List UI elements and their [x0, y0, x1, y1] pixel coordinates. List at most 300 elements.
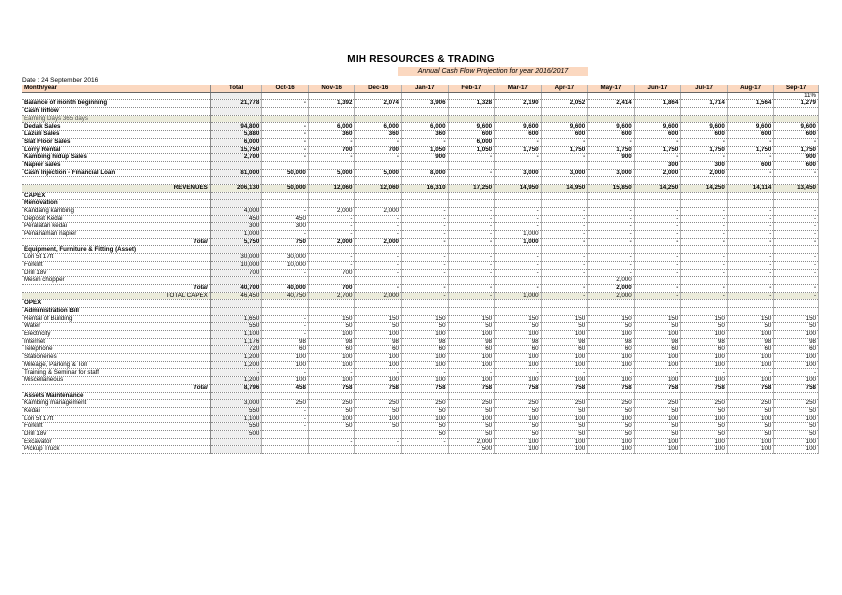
table-cell — [634, 177, 681, 185]
table-cell — [634, 277, 681, 285]
table-cell: - — [401, 438, 448, 446]
table-cell: - — [448, 208, 495, 216]
table-cell — [210, 277, 262, 285]
table-cell: 100 — [355, 354, 402, 362]
table-cell: 700 — [308, 146, 355, 154]
table-cell: 100 — [681, 331, 728, 339]
table-cell — [448, 115, 495, 123]
table-cell: 1,200 — [210, 354, 262, 362]
table-row — [22, 246, 819, 254]
row-label: Earning Days 365 days — [22, 115, 210, 123]
row-label: Peralatan kedai — [22, 223, 210, 231]
table-cell: 100 — [681, 354, 728, 362]
table-row — [22, 238, 819, 246]
table-cell: - — [774, 292, 819, 300]
table-cell — [727, 177, 774, 185]
table-row — [22, 361, 819, 369]
row-label: Mileage, Parking & Toll — [22, 361, 210, 369]
table-cell: 100 — [541, 361, 588, 369]
table-cell: 50 — [681, 423, 728, 431]
table-cell: 60 — [401, 346, 448, 354]
table-cell: 1,200 — [210, 361, 262, 369]
table-cell: 2,000 — [355, 238, 402, 246]
row-label: Stationeries — [22, 354, 210, 362]
table-cell: - — [588, 138, 635, 146]
table-cell: 1,714 — [681, 100, 728, 108]
table-cell: - — [588, 261, 635, 269]
table-cell: 30,000 — [210, 254, 262, 262]
table-cell: 9,600 — [448, 123, 495, 131]
table-cell: 100 — [308, 331, 355, 339]
table-cell: 60 — [448, 346, 495, 354]
table-cell: - — [448, 284, 495, 292]
table-cell — [210, 246, 262, 254]
table-cell: - — [355, 261, 402, 269]
table-cell: 100 — [727, 331, 774, 339]
table-row — [22, 177, 819, 185]
table-cell: - — [355, 254, 402, 262]
table-cell: 40,750 — [262, 292, 309, 300]
column-header: May-17 — [588, 85, 635, 92]
row-label: REVENUES — [22, 184, 210, 192]
row-label: Training & Seminar for staff — [22, 369, 210, 377]
table-cell: - — [634, 215, 681, 223]
table-cell: - — [634, 254, 681, 262]
table-cell: - — [774, 231, 819, 239]
table-cell: - — [541, 261, 588, 269]
table-cell — [727, 92, 774, 100]
table-cell: 98 — [495, 338, 542, 346]
table-row — [22, 338, 819, 346]
table-cell: - — [634, 284, 681, 292]
table-cell: - — [308, 138, 355, 146]
table-cell: - — [774, 254, 819, 262]
table-cell: 6,000 — [448, 138, 495, 146]
table-cell — [355, 108, 402, 116]
row-label: Total — [22, 284, 210, 292]
table-cell — [495, 92, 542, 100]
table-cell: 250 — [634, 400, 681, 408]
table-cell — [495, 246, 542, 254]
table-cell: 300 — [210, 223, 262, 231]
table-cell: - — [262, 323, 309, 331]
table-cell: - — [495, 369, 542, 377]
table-cell: 50 — [774, 407, 819, 415]
table-cell — [634, 192, 681, 200]
table-cell: 600 — [727, 131, 774, 139]
table-cell: 100 — [495, 331, 542, 339]
table-cell: 100 — [495, 354, 542, 362]
table-cell: 30,000 — [262, 254, 309, 262]
table-cell: - — [448, 215, 495, 223]
table-cell: 100 — [541, 377, 588, 385]
table-cell: - — [308, 254, 355, 262]
table-cell: 100 — [588, 361, 635, 369]
table-row — [22, 369, 819, 377]
table-cell: 758 — [355, 384, 402, 392]
table-cell — [355, 446, 402, 454]
table-cell: 50 — [727, 423, 774, 431]
table-cell: - — [681, 208, 728, 216]
table-cell: 600 — [681, 131, 728, 139]
table-cell: 2,414 — [588, 100, 635, 108]
row-label — [22, 92, 210, 100]
table-cell: 9,600 — [495, 123, 542, 131]
table-cell: 250 — [588, 400, 635, 408]
table-cell: - — [634, 154, 681, 162]
table-cell: 98 — [401, 338, 448, 346]
table-cell: 360 — [355, 131, 402, 139]
table-cell: - — [262, 138, 309, 146]
table-cell — [401, 300, 448, 308]
table-cell — [355, 392, 402, 400]
table-cell: 2,190 — [495, 100, 542, 108]
table-cell: 5,880 — [210, 131, 262, 139]
table-cell: 60 — [308, 346, 355, 354]
table-cell: 15,750 — [210, 146, 262, 154]
table-cell: 150 — [448, 315, 495, 323]
table-cell — [308, 307, 355, 315]
table-cell: - — [774, 215, 819, 223]
table-cell — [634, 300, 681, 308]
table-cell: 100 — [401, 354, 448, 362]
table-cell: 12,060 — [355, 184, 402, 192]
table-cell: - — [355, 154, 402, 162]
table-cell: - — [774, 284, 819, 292]
column-header: Dec-16 — [355, 85, 402, 92]
row-label: Drill 18v — [22, 430, 210, 438]
row-label: Cash Injection - Financial Loan — [22, 169, 210, 177]
table-cell: 600 — [774, 161, 819, 169]
row-label: Internet — [22, 338, 210, 346]
table-cell — [774, 246, 819, 254]
table-cell: 1,000 — [495, 292, 542, 300]
table-cell: 100 — [774, 446, 819, 454]
table-cell: 2,000 — [681, 169, 728, 177]
table-cell — [210, 115, 262, 123]
table-cell — [210, 92, 262, 100]
table-cell: 50 — [588, 323, 635, 331]
table-cell — [355, 115, 402, 123]
table-cell: 98 — [588, 338, 635, 346]
row-label: CAPEX — [22, 192, 210, 200]
table-row — [22, 146, 819, 154]
table-cell — [681, 177, 728, 185]
table-cell: - — [727, 238, 774, 246]
table-cell — [634, 392, 681, 400]
table-cell: - — [727, 208, 774, 216]
table-cell: - — [541, 269, 588, 277]
table-cell: - — [262, 369, 309, 377]
table-cell: - — [495, 269, 542, 277]
table-cell: - — [681, 254, 728, 262]
table-cell: 40,700 — [210, 284, 262, 292]
table-cell — [495, 108, 542, 116]
table-cell: - — [681, 269, 728, 277]
table-cell: - — [681, 261, 728, 269]
column-header: Nov-16 — [308, 85, 355, 92]
table-cell — [308, 108, 355, 116]
table-cell: - — [774, 269, 819, 277]
table-cell: - — [495, 254, 542, 262]
table-cell — [448, 277, 495, 285]
table-cell: - — [355, 231, 402, 239]
row-label: Lori 5t 17ft — [22, 415, 210, 423]
table-row — [22, 138, 819, 146]
row-label: Balance of month beginning — [22, 100, 210, 108]
table-cell — [681, 108, 728, 116]
table-cell — [495, 200, 542, 208]
table-cell: 100 — [634, 354, 681, 362]
table-cell: 100 — [541, 446, 588, 454]
table-cell — [401, 108, 448, 116]
table-cell: - — [448, 231, 495, 239]
table-cell — [588, 246, 635, 254]
table-row — [22, 208, 819, 216]
table-cell: - — [588, 238, 635, 246]
table-cell: 100 — [541, 354, 588, 362]
table-cell: - — [401, 223, 448, 231]
table-cell: 700 — [355, 146, 402, 154]
table-cell: 50 — [634, 430, 681, 438]
table-cell: - — [262, 415, 309, 423]
table-cell: - — [401, 238, 448, 246]
row-label: Excavator — [22, 438, 210, 446]
table-cell — [727, 246, 774, 254]
row-label: Total — [22, 384, 210, 392]
table-row — [22, 407, 819, 415]
table-cell: 150 — [541, 315, 588, 323]
table-cell: 250 — [495, 400, 542, 408]
table-cell: - — [541, 284, 588, 292]
table-cell: 2,000 — [588, 284, 635, 292]
table-cell: - — [495, 284, 542, 292]
table-cell: 550 — [210, 423, 262, 431]
table-cell — [210, 446, 262, 454]
table-cell — [448, 192, 495, 200]
table-cell — [774, 277, 819, 285]
table-cell: 250 — [448, 400, 495, 408]
table-cell — [774, 192, 819, 200]
table-cell: 720 — [210, 346, 262, 354]
table-cell: - — [727, 223, 774, 231]
table-cell: 150 — [634, 315, 681, 323]
table-cell — [401, 115, 448, 123]
table-cell: 1,176 — [210, 338, 262, 346]
table-cell: 50 — [495, 423, 542, 431]
table-cell: - — [634, 269, 681, 277]
table-cell: - — [262, 131, 309, 139]
table-cell: 1,279 — [774, 100, 819, 108]
table-row — [22, 131, 819, 139]
table-row — [22, 269, 819, 277]
table-cell — [355, 430, 402, 438]
table-cell — [262, 192, 309, 200]
table-cell: 50 — [634, 407, 681, 415]
table-cell: 3,000 — [588, 169, 635, 177]
table-cell: 100 — [588, 331, 635, 339]
table-cell: 1,750 — [681, 146, 728, 154]
column-header: Apr-17 — [541, 85, 588, 92]
row-label: Forklift — [22, 423, 210, 431]
table-cell: 9,600 — [541, 123, 588, 131]
table-cell: - — [355, 223, 402, 231]
table-cell — [308, 200, 355, 208]
row-label: Rental of Building — [22, 315, 210, 323]
table-cell: 250 — [727, 400, 774, 408]
table-cell: - — [727, 261, 774, 269]
table-cell: 100 — [727, 415, 774, 423]
table-cell: 150 — [355, 315, 402, 323]
row-label: Lori 5t 17ft — [22, 254, 210, 262]
row-label: TOTAL CAPEX — [22, 292, 210, 300]
table-row — [22, 284, 819, 292]
table-cell: 150 — [727, 315, 774, 323]
cash-flow-table — [22, 85, 819, 454]
table-cell: 100 — [448, 377, 495, 385]
table-cell: 900 — [774, 154, 819, 162]
table-row — [22, 261, 819, 269]
table-cell: - — [262, 423, 309, 431]
table-cell: 550 — [210, 323, 262, 331]
table-cell: 3,000 — [541, 169, 588, 177]
table-cell: 3,000 — [210, 400, 262, 408]
table-cell: 100 — [727, 377, 774, 385]
table-cell: 100 — [727, 446, 774, 454]
table-cell — [774, 200, 819, 208]
table-cell: - — [495, 215, 542, 223]
table-cell: 100 — [308, 354, 355, 362]
table-cell — [541, 300, 588, 308]
table-cell: 46,450 — [210, 292, 262, 300]
table-cell: - — [588, 223, 635, 231]
table-cell: 100 — [262, 377, 309, 385]
table-cell: 100 — [262, 361, 309, 369]
table-cell: 250 — [308, 400, 355, 408]
table-cell — [588, 392, 635, 400]
column-header: Feb-17 — [448, 85, 495, 92]
table-cell: 60 — [727, 346, 774, 354]
row-label: Dedak Sales — [22, 123, 210, 131]
table-cell: 758 — [448, 384, 495, 392]
column-header: Jan-17 — [401, 85, 448, 92]
table-cell: - — [727, 284, 774, 292]
table-cell: - — [448, 223, 495, 231]
table-cell: 100 — [681, 361, 728, 369]
table-cell: 600 — [448, 131, 495, 139]
table-cell: - — [262, 146, 309, 154]
table-cell: 50 — [541, 423, 588, 431]
table-row — [22, 446, 819, 454]
table-cell: 50 — [308, 423, 355, 431]
table-cell: 100 — [588, 354, 635, 362]
table-cell: 450 — [210, 215, 262, 223]
table-cell: 100 — [308, 361, 355, 369]
table-row — [22, 169, 819, 177]
table-cell: 14,250 — [634, 184, 681, 192]
table-row — [22, 346, 819, 354]
table-cell: 4,000 — [210, 208, 262, 216]
table-cell — [588, 307, 635, 315]
table-cell: 6,000 — [210, 138, 262, 146]
table-cell: 450 — [262, 215, 309, 223]
table-cell: 250 — [401, 400, 448, 408]
table-cell: 100 — [448, 415, 495, 423]
table-cell: 100 — [634, 415, 681, 423]
table-cell: 50 — [448, 323, 495, 331]
table-cell: 750 — [262, 238, 309, 246]
table-row — [22, 277, 819, 285]
table-row — [22, 400, 819, 408]
table-cell: - — [262, 208, 309, 216]
table-cell: 600 — [727, 161, 774, 169]
table-cell: - — [308, 154, 355, 162]
table-cell: 60 — [495, 346, 542, 354]
table-cell: 1,750 — [495, 146, 542, 154]
row-label: Drill 18v — [22, 269, 210, 277]
table-cell — [355, 177, 402, 185]
table-cell: 8,796 — [210, 384, 262, 392]
table-cell: 100 — [727, 438, 774, 446]
table-cell: 600 — [634, 131, 681, 139]
row-label: Kedai — [22, 407, 210, 415]
table-cell: 98 — [774, 338, 819, 346]
table-cell — [448, 161, 495, 169]
row-label: Napier sales — [22, 161, 210, 169]
table-cell: - — [727, 254, 774, 262]
table-row — [22, 161, 819, 169]
table-cell: 206,130 — [210, 184, 262, 192]
table-cell: - — [541, 292, 588, 300]
column-header-label: Month/year — [22, 85, 210, 92]
table-cell: 50 — [681, 407, 728, 415]
table-cell: 98 — [355, 338, 402, 346]
table-cell — [495, 307, 542, 315]
table-cell: 100 — [588, 377, 635, 385]
table-cell: 100 — [448, 354, 495, 362]
table-cell: 100 — [774, 415, 819, 423]
table-cell: - — [262, 315, 309, 323]
table-cell: - — [355, 215, 402, 223]
table-cell — [308, 277, 355, 285]
row-label: Forklift — [22, 261, 210, 269]
column-header: Oct-16 — [262, 85, 309, 92]
table-cell: 100 — [634, 361, 681, 369]
table-cell — [727, 307, 774, 315]
table-row — [22, 215, 819, 223]
table-cell: - — [727, 138, 774, 146]
table-cell — [308, 246, 355, 254]
table-cell — [262, 200, 309, 208]
table-cell: - — [541, 231, 588, 239]
table-row — [22, 200, 819, 208]
table-cell: 6,000 — [401, 123, 448, 131]
table-cell — [588, 200, 635, 208]
table-cell: 500 — [210, 430, 262, 438]
row-label: Telephone — [22, 346, 210, 354]
table-cell: 100 — [588, 415, 635, 423]
table-row — [22, 377, 819, 385]
table-cell — [448, 307, 495, 315]
table-cell — [774, 307, 819, 315]
table-cell — [401, 200, 448, 208]
row-label: Penanaman napier — [22, 231, 210, 239]
table-cell: - — [262, 407, 309, 415]
table-cell: 250 — [541, 400, 588, 408]
table-cell: - — [541, 138, 588, 146]
table-cell: 12,060 — [308, 184, 355, 192]
table-cell: 100 — [634, 438, 681, 446]
